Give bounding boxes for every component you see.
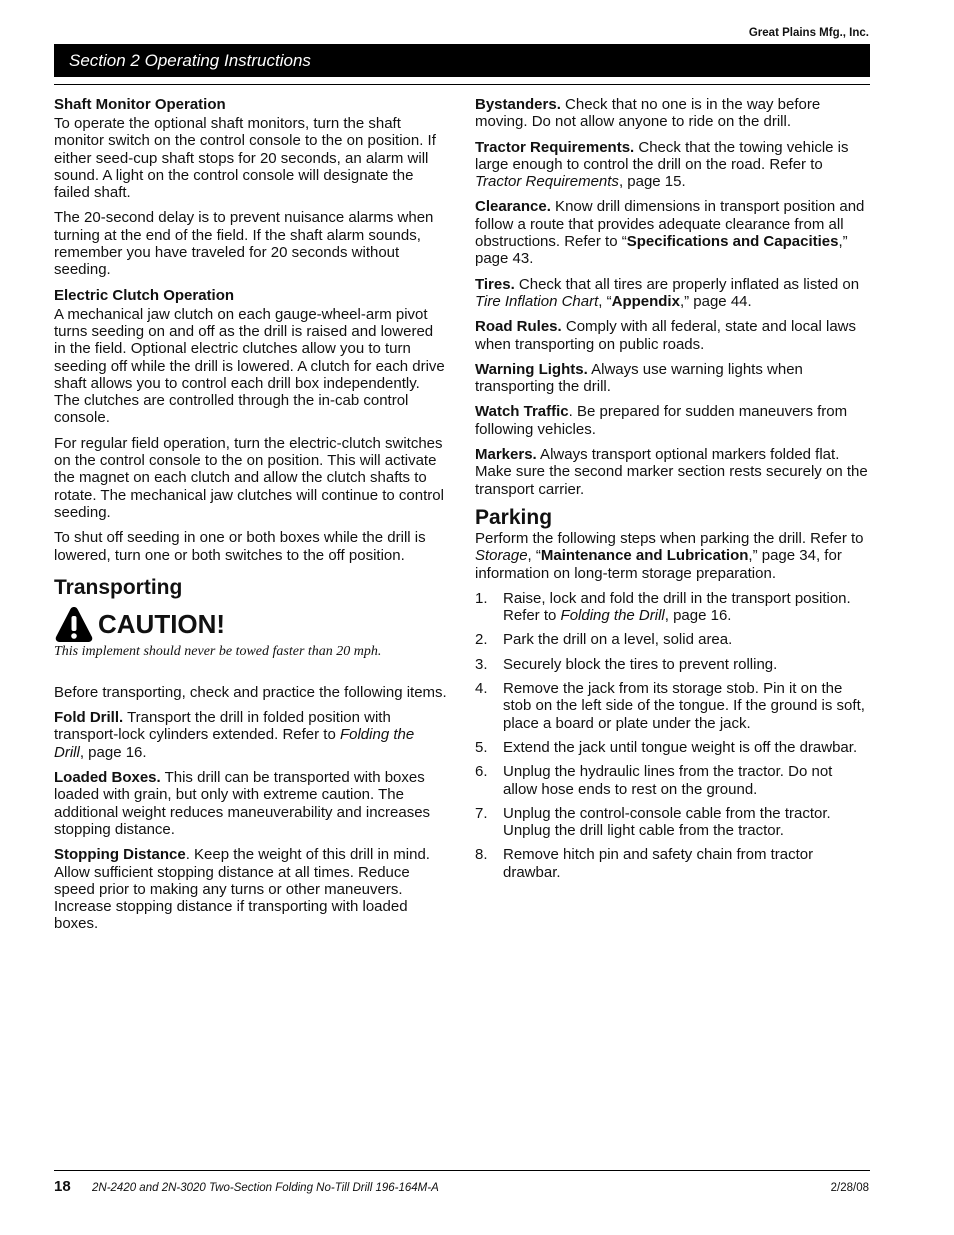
electric-clutch-paragraph-1: A mechanical jaw clutch on each gauge-wheel-arm pivot turns seeding on and off as the drill is raised and lowered in the field. Optional electric clutches allow you to turn seeding off while the drill is lowered. A clutch for each drive shaft allows you to control each drill box independently. The clutches are controlled through the in-cab control console. (54, 305, 445, 427)
fold-drill-item (54, 709, 448, 761)
tires-term: Tires. (475, 275, 515, 293)
footer-rule (54, 1170, 870, 1171)
header-rule (54, 84, 870, 85)
step-number: 2. (475, 631, 488, 649)
list-item (475, 739, 869, 756)
watch-traffic-item (475, 403, 869, 438)
warning-triangle-icon (54, 605, 94, 643)
electric-clutch-heading: Electric Clutch Operation (54, 286, 235, 304)
watch-traffic-text: . Be prepared for sudden maneuvers from following vehicles. (475, 403, 848, 438)
fold-drill-text: Transport the drill in folded position with transport-lock cylinders extended. Refer to (54, 709, 391, 744)
step-text: Raise, lock and fold the drill in the transport position. Refer to (503, 589, 851, 625)
caution-block (54, 604, 448, 644)
fold-drill-reference: Folding the Drill (54, 726, 415, 761)
transport-intro: Before transporting, check and practice the following items. (54, 683, 447, 701)
caution-label: CAUTION! (98, 608, 226, 639)
step-text: Remove hitch pin and safety chain from tractor drawbar. (503, 846, 814, 881)
parking-intro-text: Perform the following steps when parking the drill. Refer to (475, 529, 864, 547)
storage-reference: Storage (475, 547, 528, 565)
watch-traffic-term: Watch Traffic (475, 403, 569, 421)
road-rules-text: Comply with all federal, state and local laws when transporting on public roads. (475, 318, 856, 353)
parking-steps-list (475, 590, 869, 881)
tractor-requirements-item (475, 139, 869, 191)
loaded-boxes-term: Loaded Boxes. (54, 769, 161, 787)
step-number: 5. (475, 738, 488, 756)
clearance-text: Know drill dimensions in transport position and follow a route that provides adequate clearance from all obstructions. Refer to “ (475, 198, 865, 251)
clearance-page: ,” page 43. (475, 233, 848, 268)
step-page: , page 16. (664, 607, 732, 625)
electric-clutch-paragraph-2: For regular field operation, turn the electric-clutch switches on the control console to the on position. This will activate the magnet on each clutch and allow the clutch shafts to rotate. The mechanical jaw clutches will continue to control seeding. (54, 434, 444, 521)
markers-term: Markers. (475, 446, 537, 464)
electric-clutch-paragraph-3: To shut off seeding in one or both boxes while the drill is lowered, turn one or both switches to the off position. (54, 529, 426, 564)
road-rules-item (475, 318, 869, 353)
tractor-requirements-text: Check that the towing vehicle is large enough to control the drill on the road. Refer to (475, 138, 849, 173)
transporting-heading: Transporting (54, 575, 183, 599)
tires-text: Check that all tires are properly inflated as listed on (514, 275, 860, 293)
parking-separator: , “ (527, 547, 541, 565)
road-rules-term: Road Rules. (475, 318, 562, 336)
bystanders-text: Check that no one is in the way before moving. Do not allow anyone to ride on the drill. (475, 96, 821, 131)
warning-lights-text: Always use warning lights when transporting the drill. (475, 360, 803, 396)
markers-text: Always transport optional markers folded flat. Make sure the second marker section rests securely on the transport carrier. (475, 446, 868, 498)
list-item (475, 656, 869, 673)
tires-page: ,” page 44. (679, 292, 752, 310)
parking-heading: Parking (475, 505, 553, 529)
clearance-item (475, 198, 869, 267)
fold-drill-page: , page 16. (79, 743, 147, 761)
step-text: Remove the jack from its storage stob. Pin it on the stob on the left side of the tongue. If the ground is soft, place a board or plate under the jack. (503, 680, 865, 732)
step-reference: Folding the Drill (560, 607, 665, 625)
list-item (475, 805, 869, 840)
fold-drill-term: Fold Drill. (54, 709, 124, 727)
step-number: 3. (475, 655, 488, 673)
right-column (475, 96, 869, 888)
tractor-requirements-term: Tractor Requirements. (475, 138, 635, 156)
markers-item (475, 446, 869, 498)
parking-intro (475, 530, 869, 582)
step-text: Unplug the control-console cable from the tractor. Unplug the drill light cable from the tractor. (503, 804, 831, 840)
caution-note: This implement should never be towed faster than 20 mph. (54, 643, 382, 659)
left-column (54, 96, 448, 941)
list-item (475, 631, 869, 648)
tire-inflation-reference: Tire Inflation Chart (475, 292, 599, 310)
stopping-distance-term: Stopping Distance (54, 846, 186, 864)
step-text: Securely block the tires to prevent rolling. (503, 655, 778, 673)
step-text: Unplug the hydraulic lines from the tractor. Do not allow hose ends to rest on the ground. (503, 763, 833, 798)
parking-intro-end: ,” page 34, for information on long-term storage preparation. (475, 547, 842, 582)
tires-separator: , “ (598, 292, 612, 310)
appendix-reference: Appendix (611, 292, 680, 310)
bystanders-item (475, 96, 869, 131)
clearance-reference: Specifications and Capacities (626, 233, 839, 251)
stopping-distance-item (54, 846, 448, 932)
tractor-requirements-reference: Tractor Requirements (475, 173, 619, 191)
document-date: 2/28/08 (830, 1182, 869, 1194)
list-item (475, 590, 869, 625)
step-number: 4. (475, 680, 488, 698)
company-name: Great Plains Mfg., Inc. (748, 27, 869, 39)
page-number: 18 (54, 1178, 71, 1195)
list-item (475, 846, 869, 881)
step-number: 1. (475, 589, 488, 607)
shaft-monitor-paragraph-1: To operate the optional shaft monitors, turn the shaft monitor switch on the control console to the on position. If either seed-cup shaft stops for 20 seconds, an alarm will sound. A light on the control console will designate the failed shaft. (54, 115, 436, 202)
warning-lights-term: Warning Lights. (475, 360, 588, 378)
loaded-boxes-text: This drill can be transported with boxes loaded with grain, but only with extreme caution. The additional weight reduces maneuverability and increases stopping distance. (54, 769, 431, 838)
bystanders-term: Bystanders. (475, 96, 561, 113)
list-item (475, 680, 869, 732)
loaded-boxes-item (54, 769, 448, 838)
stopping-distance-text: . Keep the weight of this drill in mind. Allow sufficient stopping distance at all times. Reduce speed prior to making any turns or other maneuvers. Increase stopping distance if transporting with loaded boxes. (54, 846, 430, 933)
step-number: 6. (475, 763, 488, 781)
tractor-requirements-page: , page 15. (618, 173, 686, 191)
step-text: Extend the jack until tongue weight is off the drawbar. (503, 738, 858, 756)
list-item (475, 763, 869, 798)
step-text: Park the drill on a level, solid area. (503, 631, 733, 649)
step-number: 7. (475, 804, 488, 822)
warning-lights-item (475, 361, 869, 396)
tires-item (475, 276, 869, 311)
shaft-monitor-paragraph-2: The 20-second delay is to prevent nuisance alarms when turning at the end of the field. If the shaft alarm sounds, remember you have traveled for 20 seconds without seeding. (54, 209, 434, 279)
section-title-bar: Section 2 Operating Instructions (54, 44, 870, 77)
maintenance-reference: Maintenance and Lubrication (540, 547, 749, 565)
step-number: 8. (475, 846, 488, 864)
clearance-term: Clearance. (475, 198, 551, 216)
shaft-monitor-heading: Shaft Monitor Operation (54, 96, 226, 113)
document-title: 2N-2420 and 2N-3020 Two-Section Folding No-Till Drill 196-164M-A (92, 1182, 439, 1194)
